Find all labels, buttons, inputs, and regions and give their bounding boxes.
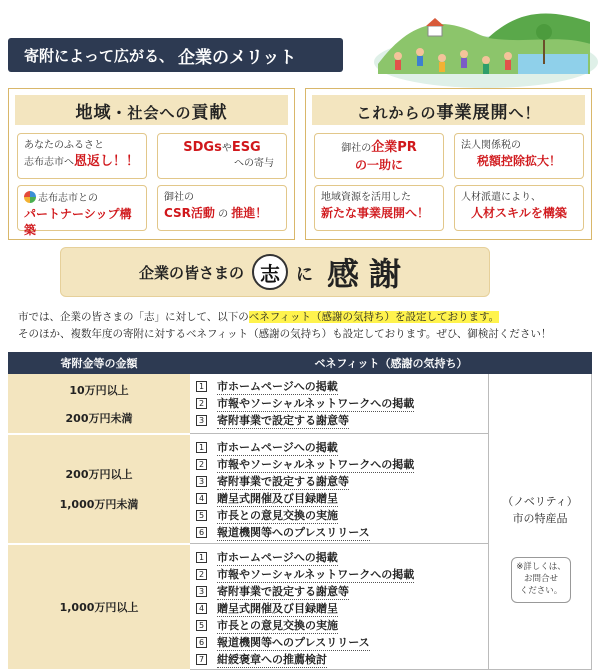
banner-particle: に — [296, 264, 313, 285]
list-item: 4 贈呈式開催及び目録贈呈 — [196, 490, 488, 507]
panel-business-development — [305, 88, 592, 240]
panel-title-business: これからの事業展開へ！ — [312, 95, 585, 125]
card-csr: 御社の CSR活動 の 推進！ — [157, 185, 287, 231]
list-item: 1 市ホームページへの掲載 — [196, 439, 488, 456]
intro-text: 市では、企業の皆さまの「志」に対して、以下のベネフィット（感謝の気持ち）を設定しております。 そのほか、複数年度の寄附に対するベネフィット（感謝の気持ち）も設定しております。ぜひ、御検討ください！ — [18, 311, 552, 340]
gratitude-banner — [60, 247, 490, 297]
list-item: 5 市長との意見交換の実施 — [196, 507, 488, 524]
table-body — [8, 374, 592, 670]
col-benefit-header: ベネフィット（感謝の気持ち） — [314, 357, 468, 370]
card-hr-skill: 人材派遣により、 人材スキルを構築 — [454, 185, 584, 231]
benefit-table — [8, 352, 592, 670]
table-row-benefits — [190, 374, 488, 434]
table-header — [8, 352, 592, 374]
card-sdgs-esg: SDGsやESG への寄与 — [157, 133, 287, 179]
novelty-column — [488, 374, 592, 670]
table-row-amount: 10万円以上 200万円未満 — [8, 374, 190, 434]
banner-prefix: 企業の皆さまの — [138, 263, 244, 282]
header-title-main: 企業のメリット — [178, 47, 297, 68]
panel-community-contribution — [8, 88, 295, 240]
list-item: 7 紺綬褒章への推薦検討 — [196, 651, 488, 668]
banner-kansha: 感謝 — [327, 255, 412, 293]
card-corporate-pr: 御社の企業PR の一助に — [314, 133, 444, 179]
card-hometown-return: あなたのふるさと 志布志市へ恩返し！！ — [17, 133, 147, 179]
list-item: 3 寄附事業で設定する謝意等 — [196, 583, 488, 600]
list-item: 5 市長との意見交換の実施 — [196, 617, 488, 634]
col-amount-header: 寄附金等の金額 — [60, 357, 138, 370]
list-item: 2 市報やソーシャルネットワークへの掲載 — [196, 456, 488, 473]
inquiry-note: ※詳しくは、 お問合せ ください。 — [511, 557, 571, 603]
table-row-amount: 1,000万円以上 — [8, 545, 190, 670]
card-new-business: 地域資源を活用した 新たな事業展開へ！ — [314, 185, 444, 231]
community-illustration — [368, 4, 600, 88]
list-item: 2 市報やソーシャルネットワークへの掲載 — [196, 395, 488, 412]
novelty-text: （ノベリティ） 市の特産品 — [502, 495, 578, 525]
header-title-prefix: 寄附によって広がる、 — [24, 46, 175, 65]
kokoro-seal-icon: 志 — [252, 254, 288, 290]
list-item: 3 寄附事業で設定する謝意等 — [196, 412, 488, 429]
table-row-benefits — [190, 545, 488, 670]
list-item: 3 寄附事業で設定する謝意等 — [196, 473, 488, 490]
list-item: 1 市ホームページへの掲載 — [196, 378, 488, 395]
card-tax-credit: 法人関係税の 税額控除拡大！ — [454, 133, 584, 179]
highlighted-benefit-text: ベネフィット（感謝の気持ち）を設定しております。 — [248, 311, 500, 323]
page-header — [8, 38, 343, 72]
list-item: 6 報道機関等へのプレスリリース — [196, 634, 488, 651]
list-item: 2 市報やソーシャルネットワークへの掲載 — [196, 566, 488, 583]
list-item: 6 報道機関等へのプレスリリース — [196, 524, 488, 541]
list-item: 1 市ホームページへの掲載 — [196, 549, 488, 566]
table-row-amount: 200万円以上 1,000万円未満 — [8, 435, 190, 544]
list-item: 4 贈呈式開催及び目録贈呈 — [196, 600, 488, 617]
city-logo-icon — [24, 191, 36, 203]
panel-title-community: 地域・社会への貢献 — [15, 95, 288, 125]
table-row-benefits — [190, 435, 488, 544]
card-partnership: 志布志市との パートナーシップ構築 — [17, 185, 147, 231]
